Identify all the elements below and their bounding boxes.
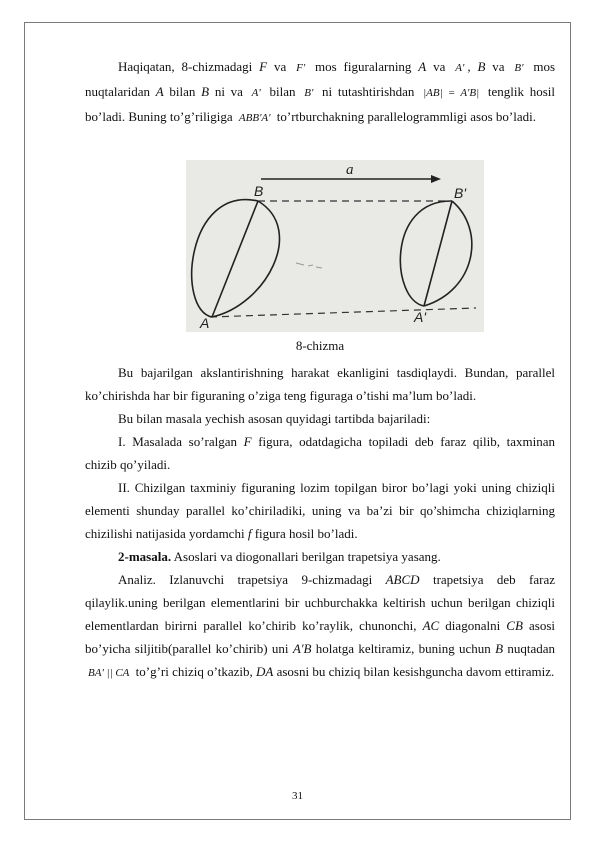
figure-8-drawing (186, 160, 484, 332)
figure-caption: 8-chizma (295, 338, 345, 353)
faint-marks (296, 263, 322, 268)
label-point-a: A (200, 315, 210, 331)
problem-heading: 2-masala. (118, 549, 172, 564)
page-number: 31 (292, 790, 303, 802)
label-point-b: B (254, 183, 264, 199)
body-text (85, 361, 555, 685)
paragraph-2: Bu bajarilgan akslantirishning harakat ekanligini tasdiqlaydi. Bundan, parallel ko’chirishda har bir figuraning o’ziga teng figuraga o’tishi ma’lum bo’ladi. (85, 365, 555, 403)
paragraph-problem-2: 2-masala. Asoslari va diogonallari berilgan trapetsiya yasang. (118, 549, 441, 564)
vector-a-arrowhead (431, 175, 441, 183)
paragraph-analysis: Analiz. Izlanuvchi trapetsiya 9-chizmadagi ABCD trapetsiya deb faraz qilaylik.uning berilgan elementlarini bir uchburchakka keltirish uchun berilgan chiziqli elementlardan birirni parallel ko’chirib ko’raylik, chunonchi, AC diagonalni CB asosi bo’yicha siljitib(parallel ko’chirib) uni A'B holatga keltiramiz, buning uchun B nuqtadan BA' || CA to’g’ri chiziq o’tkazib, DA asosni bu chiziq bilan kesishguncha davom ettiramiz. (85, 572, 556, 679)
figure-f-prime-left-arc (400, 201, 452, 306)
label-vector-a: a (346, 162, 354, 178)
intro-paragraph: Haqiqatan, 8-chizmadagi F va F' mos figuralarning A va A' , B va B' mos nuqtalaridan A bilan B ni va A' bilan B' ni tutashtirishdan |AB| = A'B| tenglik hosil bo’ladi. Buning to’g’riligiga ABB'A' to’rtburchakning parallelogrammligi asos bo’ladi. (85, 59, 556, 124)
figure-8 (186, 160, 484, 332)
paragraph-5: II. Chizilgan taxminiy figuraning lozim topilgan biror bo’lagi yoki uning chiziqli elementi shunday parallel ko’chiriladiki, uning va ba’zi bir qo’shimcha chiziqlarning chizilishi natijasida yordamchi f figura hosil bo’ladi. (85, 480, 555, 541)
paragraph-3: Bu bilan masala yechish asosan quyidagi tartibda bajariladi: (118, 411, 431, 426)
dashed-line-aa (210, 308, 476, 317)
label-point-a-prime: A' (414, 309, 427, 325)
label-point-b-prime: B' (454, 185, 467, 201)
segment-a-prime-b-prime (424, 201, 452, 306)
paragraph-4: I. Masalada so’ralgan F figura, odatdagicha topiladi deb faraz qilib, taxminan chizib qo’yiladi. (85, 434, 555, 472)
figure-f-right-arc (212, 201, 279, 317)
ab-equation: |AB| = A'B| (423, 87, 480, 99)
segment-ab (212, 201, 258, 317)
